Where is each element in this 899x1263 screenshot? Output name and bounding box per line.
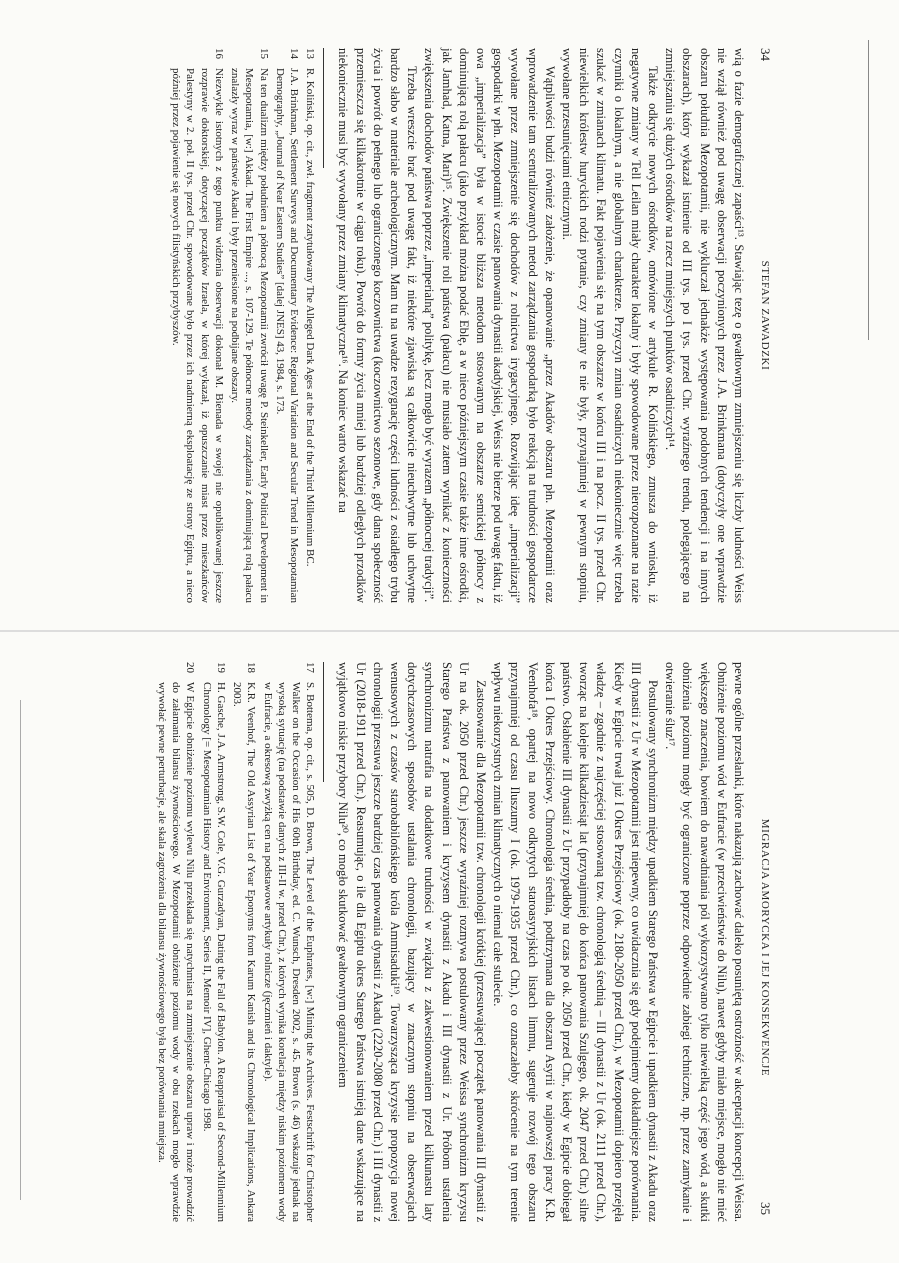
- left-page: [0, 0, 899, 631]
- footnote: 14J.A. Brinkman, Settlement Surveys and Documentary Evidence: Regional Variation and Secular Trend in Mesopotamian Demography, „Journal of Near Eastern Studies” [dalej JNES] 43, 1984, s. 173.: [273, 48, 300, 603]
- paragraph: Postulowany synchronizm między upadkiem Starego Państwa w Egipcie i upadkiem dynastii z Akadu oraz III dynastii z Ur w Mezopotamii jest niepewny, co uwidacznia się gdy podejmiemy dokładniejsze porównania. Kiedy w Egipcie trwał już I Okres Przejściowy (ok. 2180-2050 przed Chr.), w Mezopotamii dopiero przejęła władzę – zgodnie z najczęściej stosowaną tzw. chronologią średnią – III dynastii z Ur (ok. 2111 przed Chr.), tworząc na kolejne kilkadziesiąt lat (przynajmniej do końca panowania Szulgego, ok. 2047 przed Chr.) silne państwo. Osłabienie III dynastii z Ur przypadłoby na czas po ok. 2050 przed Chr., kiedy w Egipcie dobiegał końca I Okres Przejściowy. Chronologia średnia, podtrzymana dla obszaru Asyrii w najnowszej pracy K.R. Veenhofa¹⁸, opartej na nowo odkrytych staroasyryjskich listach limmu, sugeruje rozwój tego obszaru przynajmniej od czasu Iluszumy I (ok. 1979-1935 przed Chr.), co oznaczałoby skrócenie na tym terenie wpływu niekorzystnych zmian klimatycznych o niemal całe stulecie.: [491, 662, 660, 1222]
- paragraph: Trzeba wreszcie brać pod uwagę fakt, iż niektóre zjawiska są całkowicie nieuchwytne lub uchwytne bardzo słabo w materiale archeologicznym. Mam tu na uwadze rezygnację części ludności z osiadłego trybu życia i powrót do pełnego lub ograniczonego koczownictwa (koczownictwo sezonowe, gdy dana społeczność przemieszcza się kilkakrotnie w ciągu roku). Powrót do formy życia mniej lub bardziej odległych przodków niekoniecznie musi być wywołany przez zmiany klimatyczne¹⁶. Na koniec warto wskazać na: [336, 48, 420, 603]
- footnote-separator: [323, 48, 324, 168]
- paragraph: pewne ogólne przesłanki, które nakazują zachować daleko posuniętą ostrożność w akceptacji koncepcji Weissa. Obniżenie poziomu wód w Eufracie (w przeciwieństwie do Nilu), nawet gdyby miało miejsce, mogło nie mieć większego znaczenia, bowiem do nawadniania pól wykorzystywano tylko niewielką część jego wód, a skutki obniżenia poziomu mogły być ograniczone poprzez odpowiednie zabiegi techniczne, np. przez zamykanie i otwieranie śluz¹⁷.: [663, 662, 746, 1222]
- left-body: [167, 48, 747, 603]
- footnote: 19H. Gasche, J.A. Armstrong, S.W. Cole, V.G. Gurzadyan, Dating the Fall of Babylon. A Reappraisal of Second-Millennium Chronology [= Mesopotamian History and Environment, Series II, Memoir IV], Ghent-Chicago 1998.: [200, 662, 227, 1222]
- paragraph: Także odkrycie nowych ośrodków, omówione w artykule R. Kolińskiego, zmusza do wniosku, iż negatywne zmiany w Tell Leilan miały charakter lokalny i były spowodowane przez nierozpoznane na razie czynniki o lokalnym, a nie globalnym charakterze. Przyczyn zmian osadniczych niekoniecznie więc trzeba szukać w zmianach klimatu. Fakt pojawienia się na tym obszarze w końcu III i na pocz. II tys. przed Chr. niewielkich królestw huryckich rodzi pytanie, czy zmiany te nie były, przynajmniej w pewnym stopniu, wywołane przesunięciami etnicznymi.: [559, 48, 660, 603]
- footnote: 20W Egipcie obniżenie poziomu wylewu Nilu przekłada się natychmiast na zmniejszenie obszaru upraw i może prowadzić do załamania bilansu żywnościowego. W Mezopotamii obniżenie poziomu wody w obu rzekach mogło wprawdzie wywołać pewne perturbacje, ale skala zagrożenia dla bilansu żywnościowego była bez porównania mniejsza.: [156, 662, 197, 1222]
- paragraph: Zastosowanie dla Mezopotamii tzw. chronologii krótkiej (przesuwającej początek panowania III dynastii z Ur na ok. 2050 przed Chr.) jeszcze wyraźniej rozmywa postulowany przez Weissa synchronizm kryzysu Starego Państwa z panowaniem i kryzysem dynastii z Akadu i III dynastii z Ur. Próbom ustalenia synchronizmu natrafia na dodatkowe trudności w związku z zakwestionowaniem przed kilkunastu laty dotychczasowych sposobów ustalania chronologii, bazujący w znacznym stopniu na obserwacjach wenusowych z czasów starobabilońskiego króla Ammisaduki¹⁹. Towarzysząca kryzysie propozycja nowej chronologii przesuwa jeszcze bardziej czas panowania dynastii z Akadu (2220-2080 przed Chr.) i III dynastii z Ur (2018-1911 przed Chr.). Reasumując, o ile dla Egiptu okres Starego Państwa istnieją dane wskazujące na wyjątkowo niskie przybory Nilu²⁰, co mogło skutkować gwałtownym ograniczeniem: [336, 662, 488, 1222]
- page-number: 35: [758, 1202, 773, 1215]
- right-page: [0, 632, 899, 1263]
- running-head: STEFAN ZAWADZKI: [759, 260, 771, 371]
- footnote: 13R. Koliński, op. cit., zwł. fragment zatytułowany The Alleged Dark Ages at the End of the Third Millennium BC.: [304, 48, 317, 567]
- footnote: 18K.R. Veenhof, The Old Assyrian List of Year Eponyms from Karum Kanish and its Chronological Implications, Ankara 2003.: [231, 662, 258, 1222]
- page-number: 34: [758, 48, 773, 61]
- paragraph: Wątpliwości budzi również założenie, że opanowanie „przez Akadów obszaru płn. Mezopotamii oraz wprowadzenie tam scentralizowanych metod zarządzania gospodarką było reakcją na trudności gospodarcze wywołane przez zmniejszenie się dochodów z rolnictwa irygacyjnego. Rozwijając ideę „imperializacji” gospodarki w płn. Mezopotamii w czasie panowania dynastii akadyjskiej, Weiss nie bierze pod uwagę faktu, iż owa „imperializacja” była w istocie bliższa metodom stosowanym na obszarze semickiej północy z dominującą rolą pałacu (jako przykład można podać Eblę, a w nieco późniejszym czasie także inne ośrodki, jak Jamhad, Katna, Mari)¹⁵. Zwiększenie roli państwa (pałacu) nie musiało zatem wynikać z konieczności zwiększenia dochodów państwa poprzez „imperialną” politykę, lecz mogło być wyrazem „północnej tradycji”.: [422, 48, 557, 603]
- footnote: 16Niezwykle istotnych z tego punktu widzenia obserwacji dokonał M. Bienada w swojej nie opublikowanej jeszcze rozprawie doktorskiej, dotyczącej początków Izraela, w której wykazał, iż opuszczanie miast przez mieszkańców Palestyny w 2. poł. II tys. przed Chr. spowodowane było przez ich nadmierną eksploatację ze strony Egiptu, a nieco później przez pojawienie się nowych filistyńskich przybyszów.: [170, 48, 225, 603]
- scan-artifact: [20, 700, 21, 1200]
- running-head: MIGRACJA AMORYCKA I JEJ KONSEKWENCJE: [759, 818, 771, 1077]
- right-body: [153, 662, 747, 1222]
- scan-artifact: [868, 40, 869, 340]
- paragraph: wią o fazie demograficznej zapaści¹³. Stawiając tezę o gwałtownym zmniejszeniu się liczby ludności Weiss nie wziął również pod uwagę obserwacji poczynionych przez J.A. Brinkmana (dotyczyły one wprawdzie obszaru południa Mezopotamii, nie wykluczał jednakże występowania podobnych tendencji i na innych obszarach), który wykazał istnienie od III tys. po I tys. przed Chr. wyraźnego trendu, polegającego na zmniejszaniu się dużych ośrodków na rzecz mniejszych punktów osadniczych¹⁴.: [663, 48, 746, 603]
- footnote: 17S. Bottema, op. cit., s. 505, D. Brown, The Level of the Euphrates, [w:] Mining the Archives. Festschrift for Christopher Walker on the Occasion of His 60th Birthday, ed. C. Wunsch, Dresden 2002, s. 45. Brown (s. 46) wskazuje jednak na wysoką sytuację (na podstawie danych z III-II w. przed Chr.), z których wynika korelacja między niskim poziomem wody w Eufracie, a okresową zwyżką cen na podstawowe artykuły rolnicze (jęczmień i daktyle).: [261, 662, 317, 1222]
- footnote-separator: [323, 662, 324, 782]
- footnote: 15Na ten dualizm między południem a północą Mezopotamii zwrócił uwagę P. Steinkeller, Early Political Development in Mesopotamia, [w:] Akkad. The First Empire ..., s. 107-129. Te północne metody zarządzania z dominującą rolą pałacu znalazły wyraz w państwie Akadu i były przeniesione na podbijane obszary.: [229, 48, 270, 603]
